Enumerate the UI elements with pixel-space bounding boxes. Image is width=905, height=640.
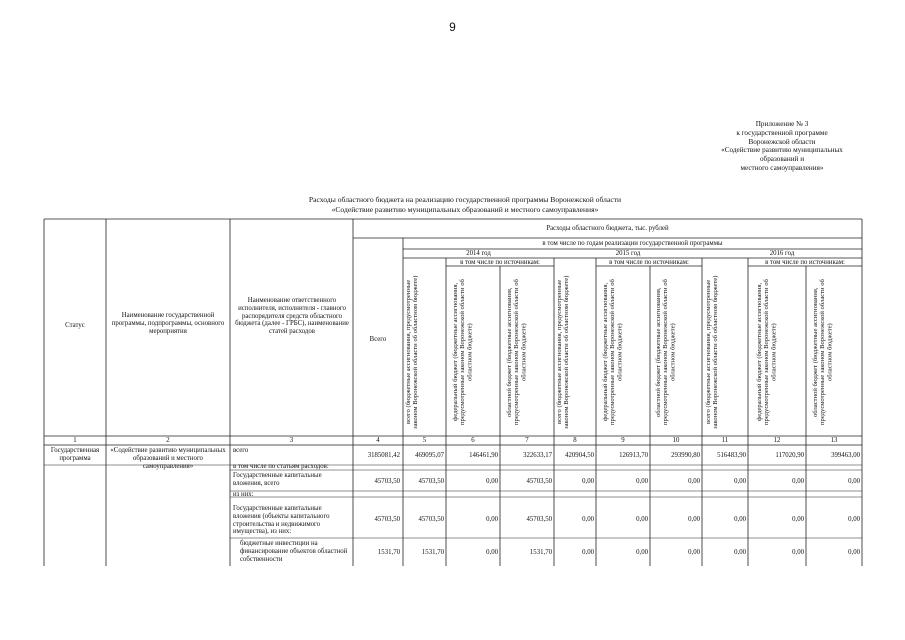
col-number: 7 [525, 437, 529, 444]
header-by-years: в том числе по годам реализации государственной программы [542, 240, 723, 247]
col-number: 5 [422, 437, 427, 444]
header-program-name: Наименование государственной программы, подпрограммы, основного мероприятия [111, 312, 225, 335]
cell-value: 0,00 [688, 516, 700, 523]
row-item: бюджетные инвестиции на финансирование объектов областной собственности [240, 540, 348, 563]
cell-value: 1531,70 [529, 549, 552, 556]
col-total-2014: всего (бюджетные ассигнования, предусмотренные законом Воронежской области об областном бюджете) [405, 275, 420, 429]
header-executor: Наименование ответственного исполнителя, исполнителя - главного распорядителя средств областного бюджета (далее - ГРБС), наименование статей расходов [235, 297, 349, 336]
cell-value: 126913,70 [619, 452, 648, 459]
cell-value: 1531,70 [421, 549, 444, 556]
cell-value: 0,00 [582, 516, 594, 523]
cell-value: 0,00 [734, 478, 746, 485]
cell-value: 399463,00 [831, 452, 860, 459]
col-regional-2014: областной бюджет (бюджетные ассигнования, предусмотренные законом Воронежской области об областном бюджете) [506, 279, 528, 425]
appendix-line: местного самоуправления» [740, 163, 824, 172]
appendix-line: Приложение № 3 [755, 120, 809, 128]
cell-value: 45703,50 [526, 478, 552, 485]
title-line: Расходы областного бюджета на реализацию государственной программы Воронежской области [308, 195, 622, 204]
cell-value: 45703,50 [374, 516, 400, 523]
sources-2014: в том числе по источникам: [460, 259, 540, 266]
cell-value: 45703,50 [526, 516, 552, 523]
col-regional-2015: областной бюджет (бюджетные ассигнования, предусмотренные законом Воронежской области об областном бюджете) [655, 279, 677, 425]
col-number: 4 [376, 437, 380, 444]
cell-value: 293990,80 [671, 452, 700, 459]
row-item: в том числе по статьям расходов: [233, 463, 329, 470]
cell-value: 469095,07 [415, 452, 444, 459]
appendix-line: к государственной программе [736, 128, 828, 137]
cell-value: 0,00 [486, 516, 498, 523]
cell-value: 0,00 [486, 549, 498, 556]
cell-value: 0,00 [486, 478, 498, 485]
cell-value: 0,00 [688, 478, 700, 485]
col-number: 8 [573, 437, 577, 444]
col-federal-2015: федеральный бюджет (бюджетные ассигнования, предусмотренные законом Воронежской области об областном бюджете) [602, 279, 624, 425]
cell-value: 0,00 [848, 478, 860, 485]
col-federal-2014: федеральный бюджет (бюджетные ассигнования, предусмотренные законом Воронежской области об областном бюджете) [452, 279, 474, 425]
sources-2015: в том числе по источникам: [609, 259, 689, 266]
cell-value: 146461,90 [469, 452, 498, 459]
col-number: 11 [721, 437, 729, 444]
appendix-line: «Содействие развитию муниципальных [721, 146, 843, 155]
year-2016: 2016 год [769, 250, 795, 257]
col-number: 6 [471, 437, 475, 444]
cell-value: 45703,50 [418, 516, 444, 523]
appendix-line: Воронежской области [748, 137, 816, 146]
cell-value: 0,00 [582, 478, 594, 485]
cell-value: 0,00 [848, 549, 860, 556]
col-regional-2016: областной бюджет (бюджетные ассигнования, предусмотренные законом Воронежской области об областном бюджете) [812, 279, 834, 425]
cell-value: 45703,50 [418, 478, 444, 485]
col-number: 2 [166, 437, 170, 444]
col-number: 13 [830, 437, 838, 444]
cell-value: 45703,50 [374, 478, 400, 485]
col-total-2016: всего (бюджетные ассигнования, предусмотренные законом Воронежской области об областном бюджете) [705, 275, 720, 429]
appendix-line: образований и [759, 155, 805, 164]
cell-value: 0,00 [688, 549, 700, 556]
col-number: 9 [621, 437, 625, 444]
cell-value: 1531,70 [377, 549, 400, 556]
row-program-name: «Содействие развитию муниципальных образований и местного самоуправления» [110, 447, 226, 470]
header-budget: Расходы областного бюджета, тыс. рублей [546, 225, 669, 232]
row-item: всего [233, 447, 249, 454]
col-number: 1 [73, 437, 77, 444]
sources-2016: в том числе по источникам: [765, 259, 845, 266]
cell-value: 0,00 [792, 478, 804, 485]
year-2014: 2014 год [466, 250, 491, 257]
cell-value: 322633,17 [523, 452, 552, 459]
cell-value: 0,00 [636, 478, 648, 485]
header-total: Всего [369, 336, 387, 343]
year-2015: 2015 год [615, 250, 641, 257]
col-number: 12 [773, 437, 781, 444]
row-status: Государственная программа [50, 447, 100, 462]
col-total-2015: всего (бюджетные ассигнования, предусмотренные законом Воронежской области об областном бюджете) [556, 275, 571, 429]
col-number: 10 [672, 437, 680, 444]
cell-value: 0,00 [734, 549, 746, 556]
title-line: «Содействие развитию муниципальных образований и местного самоуправления» [331, 204, 599, 214]
cell-value: 516483,90 [717, 452, 746, 459]
cell-value: 0,00 [848, 516, 860, 523]
cell-value: 0,00 [636, 516, 648, 523]
header-status: Статус [65, 322, 85, 329]
page-number: 9 [449, 20, 456, 34]
cell-value: 117020,90 [775, 452, 804, 459]
cell-value: 0,00 [582, 549, 594, 556]
cell-value: 0,00 [636, 549, 648, 556]
row-item: Государственные капитальные вложения, всего [233, 472, 322, 487]
row-item: Государственные капитальные вложения (объекты капитального строительства и недвижимого имущества), из них: [233, 505, 330, 536]
cell-value: 0,00 [734, 516, 746, 523]
row-item: из них: [233, 491, 254, 498]
col-number: 3 [289, 437, 294, 444]
cell-value: 0,00 [792, 549, 804, 556]
cell-value: 0,00 [792, 516, 804, 523]
cell-value: 3185081,42 [367, 452, 400, 459]
cell-value: 420904,50 [565, 452, 594, 459]
col-federal-2016: федеральный бюджет (бюджетные ассигнования, предусмотренные законом Воронежской области об областном бюджете) [756, 279, 778, 425]
